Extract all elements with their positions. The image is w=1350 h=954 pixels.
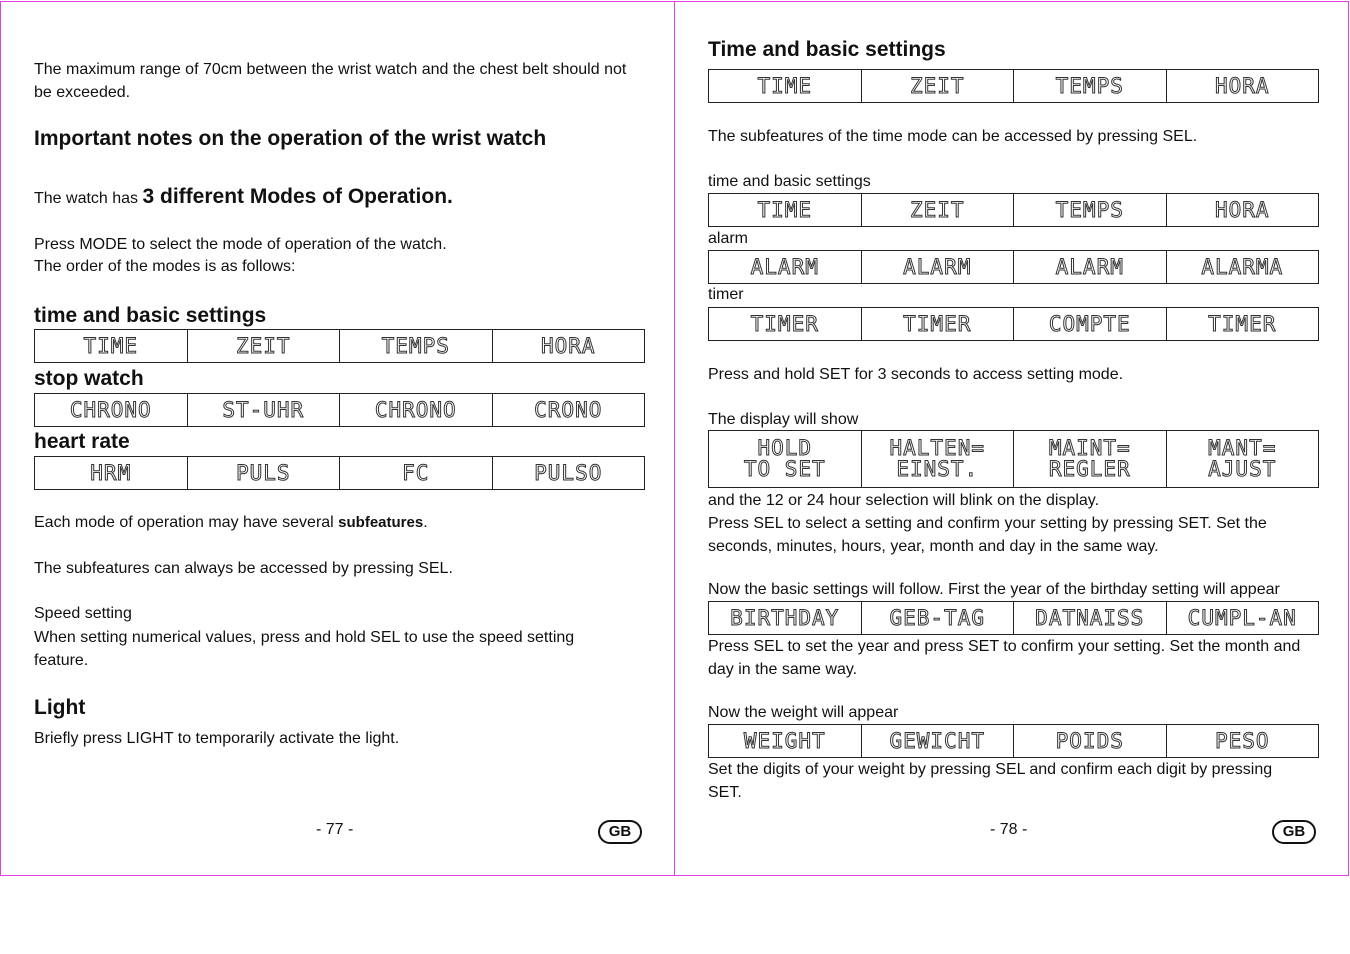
light-text: Briefly press LIGHT to temporarily activate the light. [34,730,400,747]
left-page [0,1,675,876]
subfeatures-access: The subfeatures can always be accessed by pressing SEL. [34,560,453,577]
lcd-cell: PULSO [492,457,645,490]
right-page [674,1,1349,876]
lcd-cell: TIME [709,194,862,227]
section-title-stopwatch: stop watch [34,367,144,390]
lcd-cell: HORA [492,330,645,363]
page-number: - 77 - [316,821,354,838]
lcd-cell: MAINT= REGLER [1014,431,1167,488]
lcd-cell: POIDS [1014,725,1167,758]
weight-text: Set the digits of your weight by pressing SEL and confirm each digit by pressing SET. [708,761,1273,801]
lcd-cell: ALARM [1014,251,1167,284]
lcd-cell: FC [340,457,493,490]
lcd-table-hold [708,430,1319,488]
sub-title-timer: timer [708,286,744,303]
lcd-cell: ALARMA [1166,251,1319,284]
lcd-cell: TIME [35,330,188,363]
sub-title-time: time and basic settings [708,173,871,190]
gb-badge: GB [1272,820,1316,844]
lcd-cell: GEWICHT [861,725,1014,758]
lcd-cell: TIMER [709,308,862,341]
page-number: - 78 - [990,821,1028,838]
lcd-cell: HOLD TO SET [709,431,862,488]
lcd-cell: BIRTHDAY [709,602,862,635]
lcd-table-heartrate [34,456,645,490]
lcd-cell: TIME [709,70,862,103]
lcd-cell: ZEIT [861,70,1014,103]
lcd-cell: TIMER [861,308,1014,341]
press-mode-line2: The order of the modes is as follows: [34,258,296,275]
press-mode-line1: Press MODE to select the mode of operation of the watch. [34,236,447,253]
modes-bold: 3 different Modes of Operation. [142,185,453,208]
lcd-cell: WEIGHT [709,725,862,758]
lcd-cell: TEMPS [340,330,493,363]
blink-line: and the 12 or 24 hour selection will blink on the display. [708,492,1100,509]
gb-badge: GB [598,820,642,844]
lcd-cell: TEMPS [1014,194,1167,227]
modes-line [34,186,453,210]
lcd-cell: TEMPS [1014,70,1167,103]
lcd-cell: CRONO [492,394,645,427]
access-text: The subfeatures of the time mode can be accessed by pressing SEL. [708,128,1198,145]
lcd-cell: ALARM [709,251,862,284]
lcd-cell: ST-UHR [187,394,340,427]
lcd-cell: HORA [1166,70,1319,103]
section-title-heartrate: heart rate [34,430,130,453]
lcd-cell: DATNAISS [1014,602,1167,635]
birthday-text: Press SEL to set the year and press SET to confirm your setting. Set the month and day in the same way. [708,638,1301,678]
lcd-table-sub-alarm [708,250,1319,284]
lcd-table-time [34,329,645,363]
lcd-table-stopwatch [34,393,645,427]
sub-title-alarm: alarm [708,230,749,247]
lcd-cell: PESO [1166,725,1319,758]
lcd-cell: CHRONO [35,394,188,427]
lcd-cell: HALTEN= EINST. [861,431,1014,488]
lcd-cell: HRM [35,457,188,490]
speed-text: When setting numerical values, press and hold SEL to use the speed setting feature. [34,629,575,669]
lcd-cell: MANT= AJUST [1166,431,1319,488]
lcd-table-top [708,69,1319,103]
light-title: Light [34,696,86,719]
lcd-cell: ZEIT [861,194,1014,227]
lcd-cell: HORA [1166,194,1319,227]
speed-title: Speed setting [34,605,132,622]
lcd-cell: GEB-TAG [861,602,1014,635]
lcd-cell: CUMPL-AN [1166,602,1319,635]
modes-prefix: The watch has [34,190,143,207]
lcd-cell: ZEIT [187,330,340,363]
intro-text: The maximum range of 70cm between the wrist watch and the chest belt should not be exceeded. [34,61,627,101]
subfeatures-line [34,512,428,534]
subfeatures-word: subfeatures [338,514,424,531]
subfeatures-suffix: . [423,514,428,531]
press-sel-text: Press SEL to select a setting and confirm your setting by pressing SET. Set the seconds, minutes, hours, year, month and day in the same way. [708,515,1267,555]
page-heading: Time and basic settings [708,38,946,61]
lcd-table-sub-timer [708,307,1319,341]
section-title-time: time and basic settings [34,304,267,327]
lcd-cell: COMPTE [1014,308,1167,341]
lcd-table-sub-time [708,193,1319,227]
hold-set-text: Press and hold SET for 3 seconds to access setting mode. [708,366,1124,383]
weight-intro: Now the weight will appear [708,704,899,721]
display-show: The display will show [708,411,859,428]
lcd-cell: ALARM [861,251,1014,284]
lcd-cell: PULS [187,457,340,490]
birthday-intro: Now the basic settings will follow. First the year of the birthday setting will appear [708,581,1280,598]
lcd-table-weight [708,724,1319,758]
page-heading: Important notes on the operation of the wrist watch [34,127,547,150]
subfeatures-prefix: Each mode of operation may have several [34,514,339,531]
lcd-table-birthday [708,601,1319,635]
lcd-cell: TIMER [1166,308,1319,341]
lcd-cell: CHRONO [340,394,493,427]
